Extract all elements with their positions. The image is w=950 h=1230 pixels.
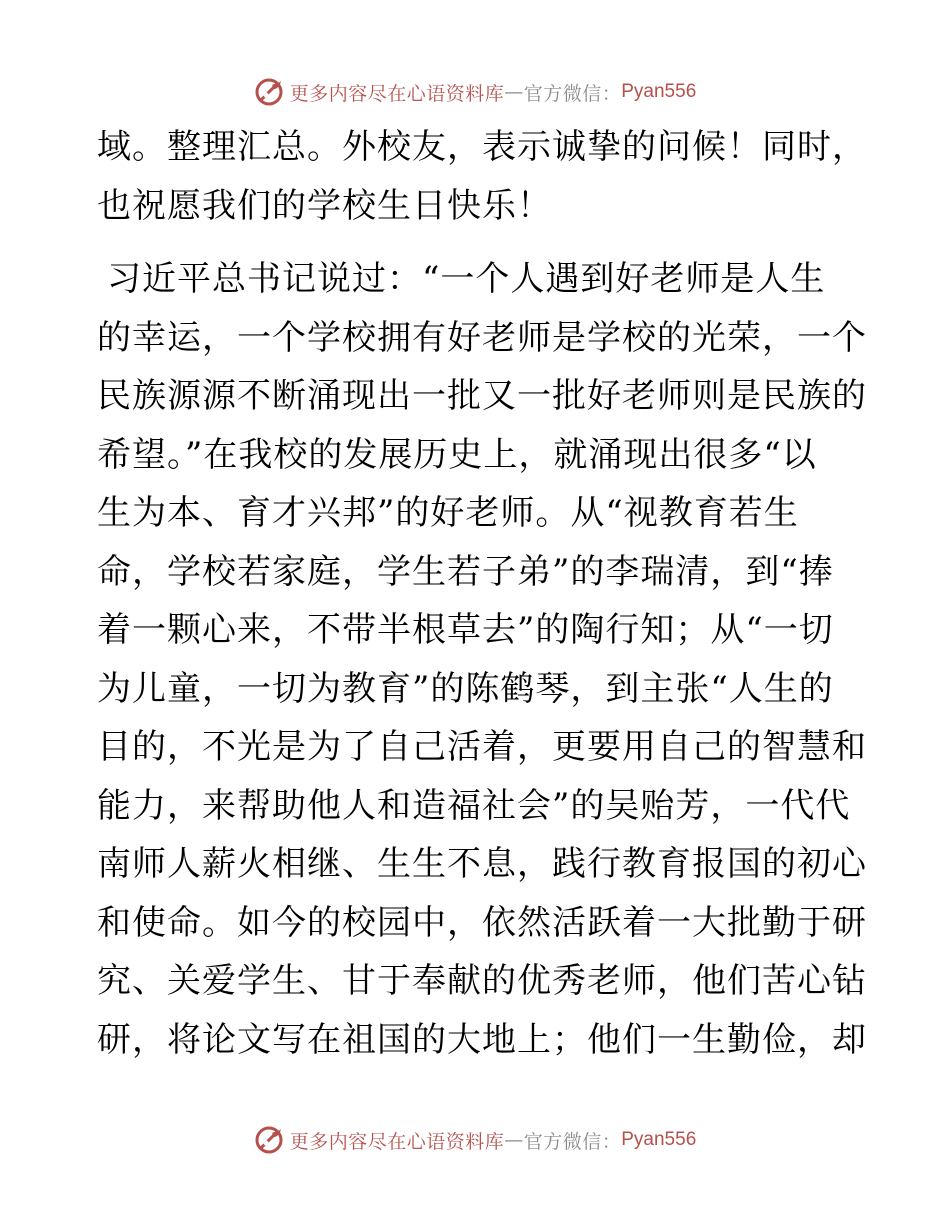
text-line: 为儿童，一切为教育”的陈鹤琴，到主张“人生的 <box>97 668 834 709</box>
text-line: 南师人薪火相继、生生不息，践行教育报国的初心 <box>97 844 867 884</box>
text-line: 民族源源不断涌现出一批又一批好老师则是民族的 <box>97 376 867 416</box>
text-line: 着一颗心来，不带半根草去”的陶行知；从“一切 <box>97 610 834 650</box>
watermark-label: 官方微信： <box>523 1130 622 1153</box>
paragraph-gap <box>97 239 857 254</box>
quill-logo-icon <box>254 1125 284 1155</box>
text-line: 命，学校若家庭，学生若子弟”的李瑞清，到“捧 <box>97 551 834 592</box>
watermark-label: 官方微信： <box>523 82 622 105</box>
watermark-main-text: 更多内容尽在心语资料库 <box>289 82 505 105</box>
quill-logo-icon <box>254 77 284 107</box>
header-watermark <box>0 72 950 112</box>
text-line: 能力，来帮助他人和造福社会”的吴贻芳，一代代 <box>97 785 851 826</box>
text-line: 究、关爱学生、甘于奉献的优秀老师，他们苦心钻 <box>97 961 867 1001</box>
text-line: 生为本、育才兴邦”的好老师。从“视教育若生 <box>97 493 799 533</box>
text-line: 目的，不光是为了自己活着，更要用自己的智慧和 <box>97 727 867 767</box>
document-body <box>97 122 867 1073</box>
watermark-main-text: 更多内容尽在心语资料库 <box>289 1130 505 1153</box>
text-line: 习近平总书记说过：“一个人遇到好老师是人生 <box>107 259 826 299</box>
text-line: 的幸运，一个学校拥有好老师是学校的光荣，一个 <box>97 317 867 358</box>
text-line: 也祝愿我们的学校生日快乐！ <box>97 185 552 226</box>
text-line: 和使命。如今的校园中，依然活跃着一大批勤于研 <box>97 902 867 943</box>
watermark-account: Pyan556 <box>621 81 697 102</box>
text-line: 研，将论文写在祖国的大地上；他们一生勤俭，却 <box>97 1019 867 1060</box>
watermark-separator: — <box>504 81 524 103</box>
text-line: 域。整理汇总。外校友，表示诚挚的问候！同时， <box>97 127 867 167</box>
text-line: 希望。”在我校的发展历史上，就涌现出很多“以 <box>97 434 817 475</box>
watermark-separator: — <box>504 1129 524 1151</box>
watermark-account: Pyan556 <box>621 1129 697 1150</box>
footer-watermark <box>0 1120 950 1160</box>
